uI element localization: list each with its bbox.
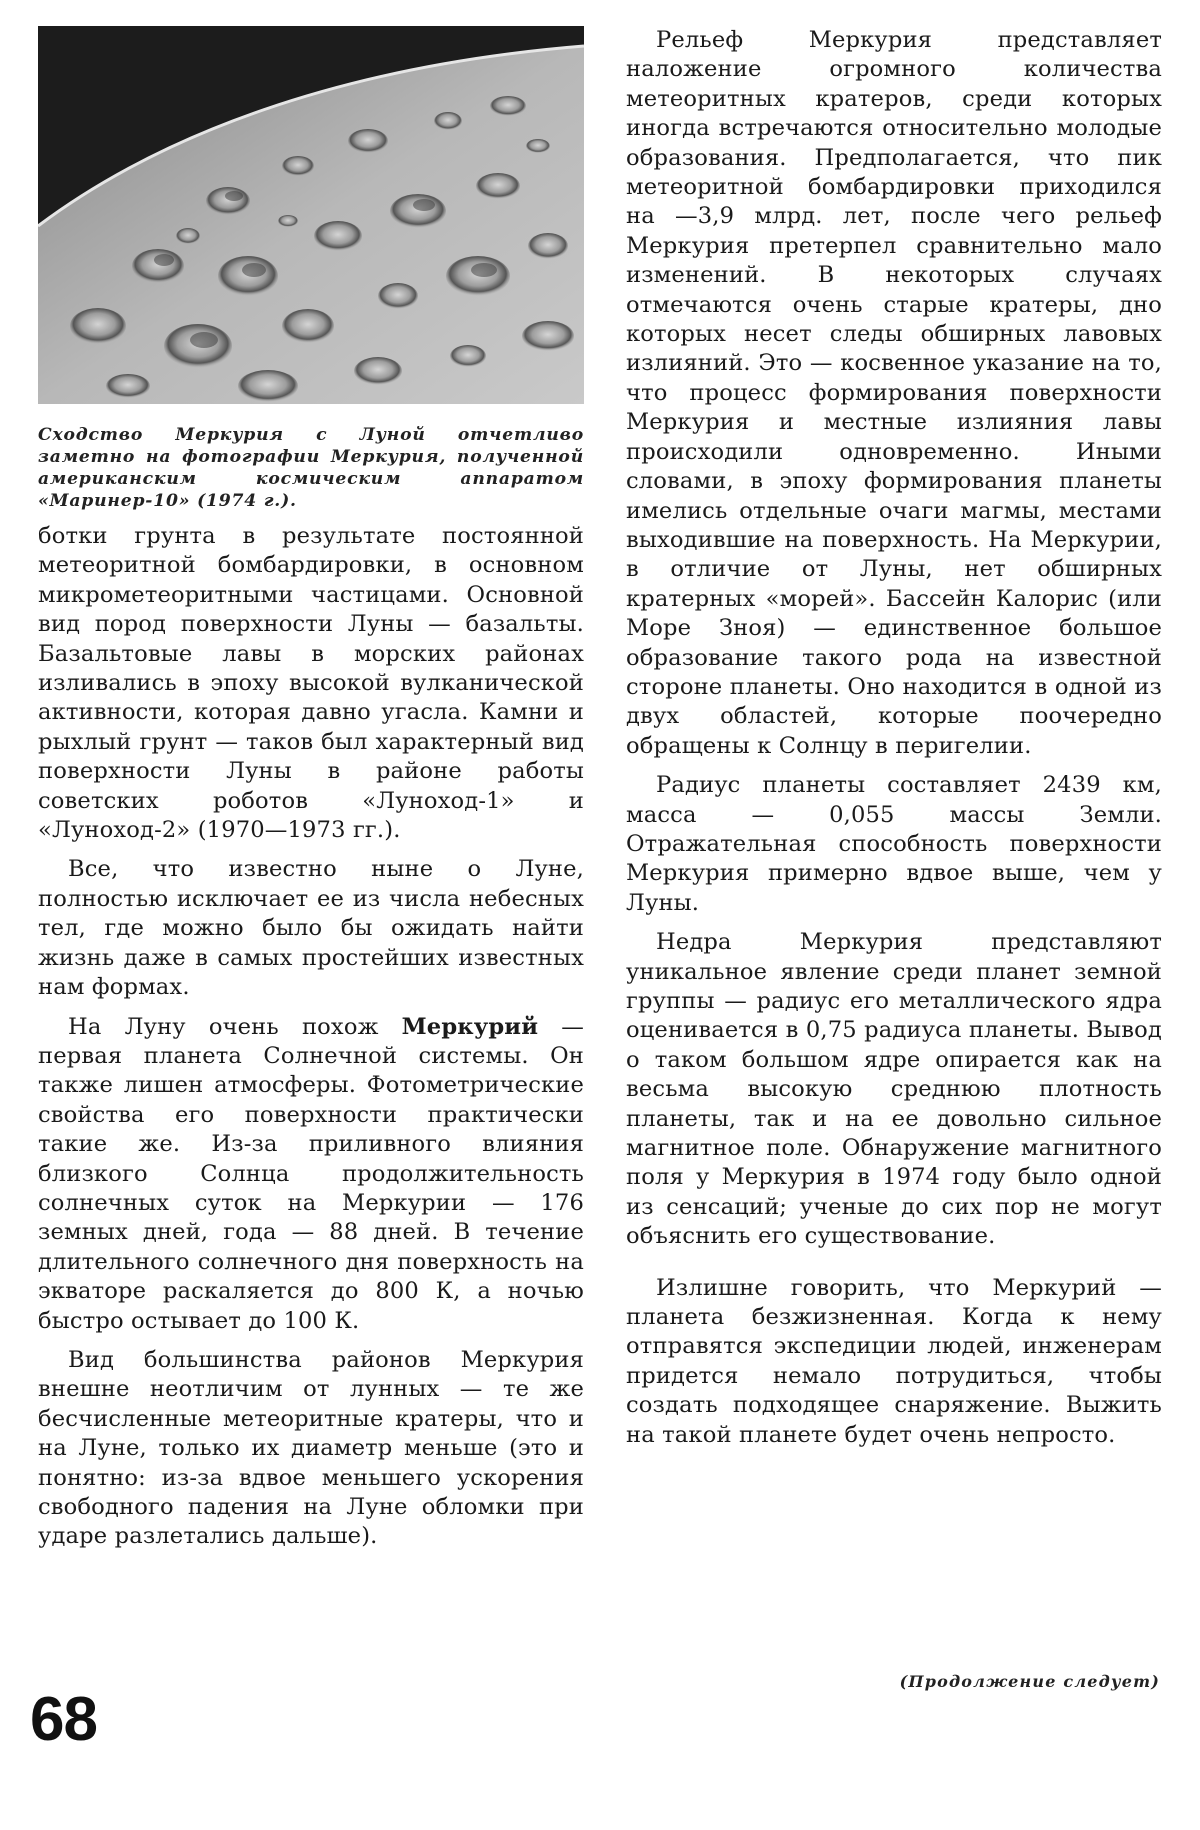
- photo-caption: Сходство Меркурия с Луной отчетливо заметно на фотографии Меркурия, полученной американским космическим аппаратом «Маринер-10» (1974 г.).: [38, 425, 584, 511]
- left-paragraph-3: [38, 1013, 584, 1336]
- left-paragraph-1: ботки грунта в результате постоянной метеоритной бомбардировки, в основном микрометеоритными частицами. Основной вид пород поверхности Луны — базальты. Базальтовые лавы в морских районах изливались в эпоху высокой вулканической активности, которая давно угасла. Камни и рыхлый грунт — таков был характерный вид поверхности Луны в районе работы советских роботов «Луноход-1» и «Луноход-2» (1970—1973 гг.).: [38, 523, 584, 844]
- left-column: [38, 26, 584, 1552]
- mercury-crater-photo: [38, 26, 584, 404]
- right-paragraph-4: Излишне говорить, что Меркурий — планета безжизненная. Когда к нему отправятся экспедиции людей, инженерам придется немало потрудиться, чтобы создать подходящее снаряжение. Выжить на такой планете будет очень непросто.: [626, 1274, 1162, 1448]
- right-paragraph-3: Недра Меркурия представляют уникальное явление среди планет земной группы — радиус его металлического ядра оценивается в 0,75 радиуса планеты. Вывод о таком большом ядре опирается как на весьма высокую среднюю плотность планеты, так и на ее довольно сильное магнитное поле. Обнаружение магнитного поля у Меркурия в 1974 году было одной из сенсаций; ученые до сих пор не могут объяснить его существование.: [626, 929, 1162, 1250]
- right-column: [626, 26, 1162, 1450]
- left-p3-start: На Луну очень похож: [68, 1013, 402, 1040]
- continuation-note: (Продолжение следует): [899, 1672, 1160, 1691]
- mercury-bold: Меркурий: [401, 1013, 539, 1040]
- right-paragraph-1: Рельеф Меркурия представляет наложение огромного количества метеоритных кратеров, среди которых иногда встречаются относительно молодые образования. Предполагается, что пик метеоритной бомбардировки приходился на —3,9 млрд. лет, после чего рельеф Меркурия претерпел сравнительно мало изменений. В некоторых случаях отмечаются очень старые кратеры, дно которых несет следы обширных лавовых излияний. Это — косвенное указание на то, что процесс формирования поверхности Меркурия и местные излияния лавы происходили одновременно. Иными словами, в эпоху формирования планеты имелись отдельные очаги магмы, местами выходившие на поверхность. На Меркурии, в отличие от Луны, нет обширных кратерных «морей». Бассейн Калорис (или Море Зноя) — единственное большое образование такого рода на известной стороне планеты. Оно находится в одной из двух областей, которые поочередно обращены к Солнцу в перигелии.: [626, 27, 1162, 759]
- left-p3-rest: — первая планета Солнечной системы. Он также лишен атмосферы. Фотометрические свойства его поверхности практически такие же. Из-за приливного влияния близкого Солнца продолжительность солнечных суток на Меркурии — 176 земных дней, года — 88 дней. В течение длительного солнечного дня поверхность на экваторе раскаляется до 800 К, а ночью быстро остывает до 100 К.: [38, 1013, 584, 1334]
- left-paragraph-2: Все, что известно ныне о Луне, полностью исключает ее из числа небесных тел, где можно было бы ожидать найти жизнь даже в самых простейших известных нам формах.: [38, 856, 584, 1001]
- left-paragraph-4: Вид большинства районов Меркурия внешне неотличим от лунных — те же бесчисленные метеоритные кратеры, что и на Луне, только их диаметр меньше (это и понятно: из-за вдвое меньшего ускорения свободного падения на Луне обломки при ударе разлетались дальше).: [38, 1346, 584, 1550]
- page-number: 68: [30, 1685, 97, 1754]
- right-paragraph-2: Радиус планеты составляет 2439 км, масса — 0,055 массы Земли. Отражательная способность поверхности Меркурия примерно вдвое выше, чем у Луны.: [626, 772, 1162, 916]
